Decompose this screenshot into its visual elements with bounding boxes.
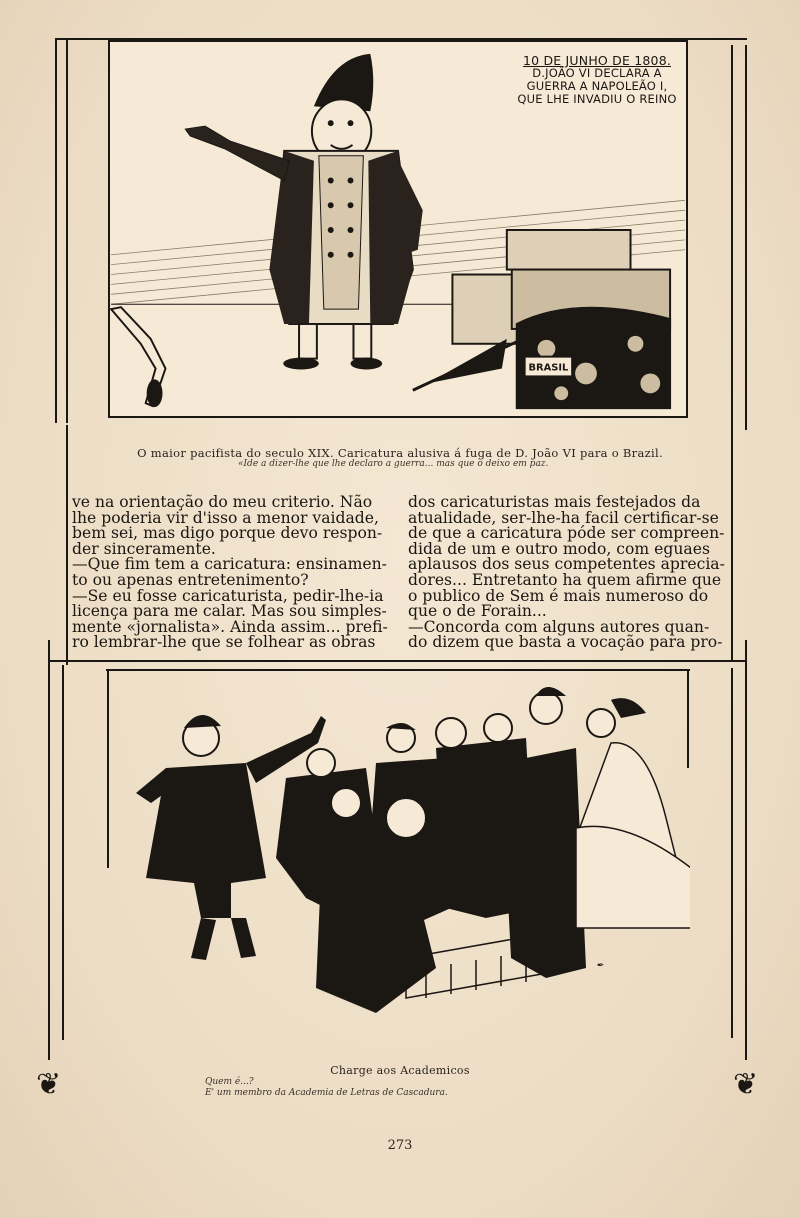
text-column-left bbox=[72, 495, 390, 651]
text-line: to ou apenas entretenimento? bbox=[72, 570, 309, 589]
academy-caricature-drawing bbox=[106, 668, 690, 1028]
date-note-line: QUE LHE INVADIU O REINO bbox=[517, 92, 677, 106]
top-caption-quote: «Ide a dizer-lhe que lhe declaro a guerra... mas que o deixo em paz. bbox=[238, 459, 549, 469]
text-line: bem sei, mas digo porque devo respon- bbox=[72, 524, 383, 543]
top-illustration bbox=[108, 40, 688, 418]
frame-mid-rule bbox=[48, 660, 747, 662]
text-line: —Concorda com alguns autores quan- bbox=[408, 617, 710, 636]
bottom-illustration bbox=[106, 668, 690, 1028]
text-line: mente «jornalista». Ainda assim... prefi- bbox=[72, 617, 388, 636]
frame-line-right-outer bbox=[745, 45, 747, 430]
text-line: aplausos dos seus competentes aprecia- bbox=[408, 555, 725, 574]
frame-line-left-long bbox=[48, 640, 50, 1060]
flourish-ornament-left: ❦ bbox=[36, 1067, 62, 1102]
frame-line-right-inner bbox=[731, 45, 733, 430]
text-line: o publico de Sem é mais numeroso do bbox=[408, 586, 709, 605]
text-line: dos caricaturistas mais festejados da bbox=[408, 493, 701, 511]
date-note-line: D.JOÃO VI DECLARA A bbox=[532, 66, 662, 80]
text-line: ro lembrar-lhe que se folhear as obras bbox=[72, 633, 376, 652]
text-line: dida de um e outro modo, com eguaes bbox=[408, 539, 710, 558]
text-line: licença para me calar. Mas sou simples- bbox=[72, 602, 387, 621]
trunk-label: BRASIL bbox=[528, 362, 569, 374]
text-line: dores... Entretanto ha quem afirme que bbox=[408, 570, 722, 589]
top-caption: O maior pacifista do seculo XIX. Caricatura alusiva á fuga de D. João VI para o Brazil. bbox=[137, 446, 663, 460]
text-line: do dizem que basta a vocação para pro- bbox=[408, 633, 723, 652]
text-line: ve na orientação do meu criterio. Não bbox=[72, 493, 373, 511]
date-note bbox=[512, 54, 682, 106]
bottom-caption-dialogue: Quem é...? bbox=[205, 1077, 254, 1087]
date-note-line: 10 DE JUNHO DE 1808. bbox=[522, 53, 672, 68]
text-line: lhe poderia vir d'isso a menor vaidade, bbox=[72, 508, 379, 527]
text-line: atualidade, ser-lhe-ha facil certificar-se bbox=[408, 508, 719, 527]
text-line: que o de Forain... bbox=[408, 602, 547, 621]
frame-line-right-lower bbox=[731, 668, 733, 1038]
frame-line-left-lower bbox=[62, 665, 64, 1040]
text-column-right bbox=[408, 495, 726, 651]
text-line: de que a caricatura póde ser compreen- bbox=[408, 524, 725, 543]
artist-signature: ✒ bbox=[645, 396, 653, 407]
frame-line-left-mid bbox=[66, 425, 68, 665]
text-line: —Que fim tem a caricatura: ensinamen- bbox=[72, 555, 387, 574]
frame-line-left-outer bbox=[55, 38, 57, 423]
text-line: —Se eu fosse caricaturista, pedir-lhe-ia bbox=[72, 586, 384, 605]
bottom-caption: Charge aos Academicos bbox=[330, 1064, 470, 1077]
bottom-caption-dialogue: E' um membro da Academia de Letras de Cascadura. bbox=[205, 1088, 448, 1098]
frame-line-right-mid bbox=[731, 430, 733, 660]
frame-line-left-inner bbox=[66, 38, 68, 423]
date-note-line: GUERRA A NAPOLEÃO I, bbox=[526, 79, 668, 93]
text-line: der sinceramente. bbox=[72, 539, 216, 558]
page-number: 273 bbox=[387, 1138, 413, 1153]
frame-line-right-long bbox=[745, 640, 747, 1060]
flourish-ornament-right: ❦ bbox=[733, 1067, 759, 1102]
artist-signature: ✒ bbox=[596, 961, 604, 971]
